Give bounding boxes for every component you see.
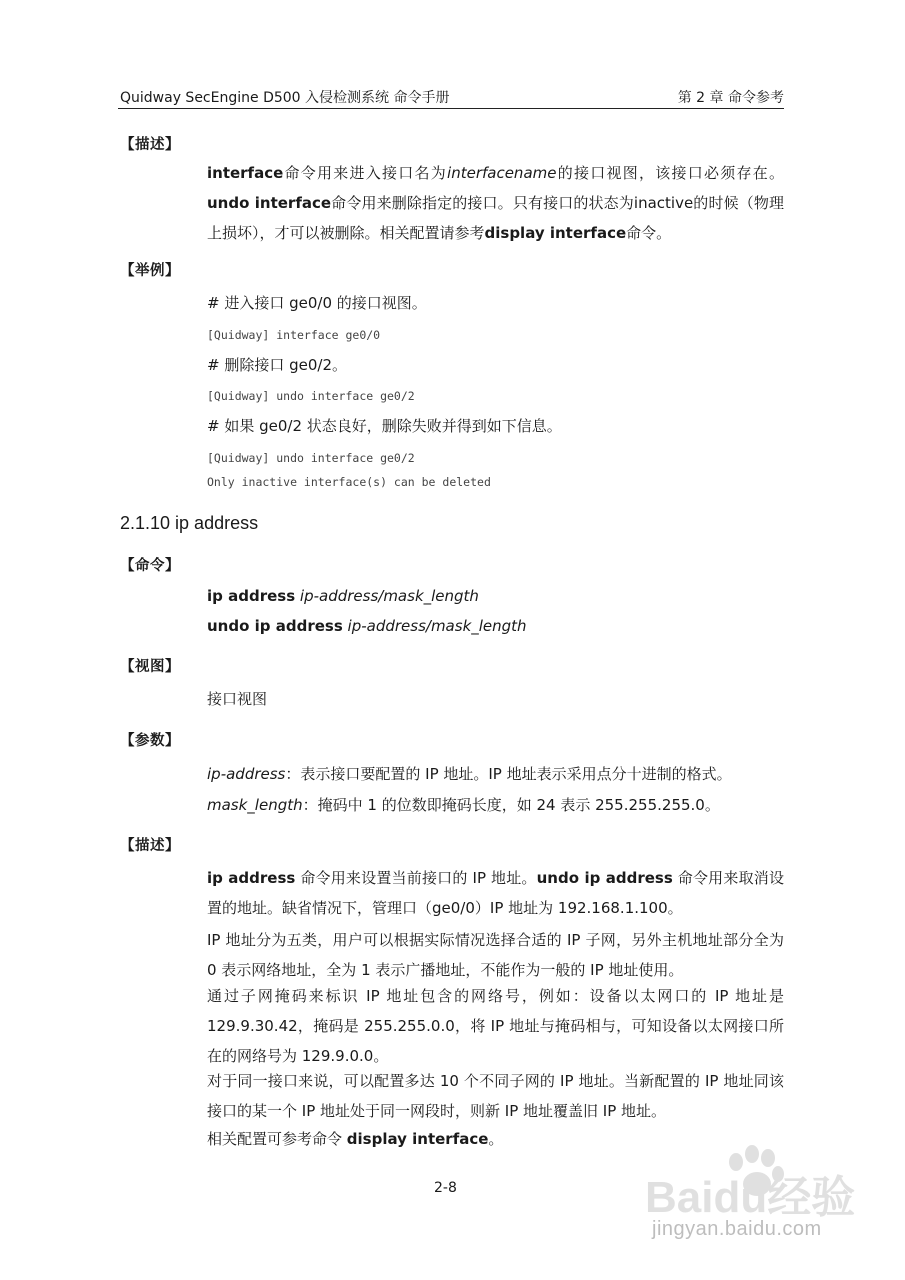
ip-address-description-3: 通过子网掩码来标识 IP 地址包含的网络号，例如：设备以太网口的 IP 地址是 129.9.30.42，掩码是 255.255.0.0，将 IP 地址与掩码相与，可知设备以太网接口所在的网络号为 129.9.0.0。 (207, 987, 784, 1065)
example-comment-2: # 删除接口 ge0/2。 (207, 356, 347, 374)
parameter-heading: 【参数】 (120, 733, 180, 749)
cmd-ip-address: ip address (207, 587, 296, 605)
ip-address-description-4: 对于同一接口来说，可以配置多达 10 个不同子网的 IP 地址。当新配置的 IP 地址同该接口的某一个 IP 地址处于同一网段时，则新 IP 地址覆盖旧 IP 地址。 (207, 1072, 784, 1120)
desc-text: 相关配置可参考命令 (207, 1130, 347, 1148)
header-chapter: 第 2 章 命令参考 (677, 90, 784, 106)
description-heading: 【描述】 (120, 137, 180, 153)
example-code-2: [Quidway] undo interface ge0/2 (207, 389, 415, 403)
example-comment-1: # 进入接口 ge0/0 的接口视图。 (207, 294, 427, 312)
section-heading: 2.1.10 ip address (120, 513, 259, 533)
cmd-arg: ip-address/mask_length (347, 617, 527, 635)
watermark-url: jingyan.baidu.com (652, 1218, 822, 1240)
cmd-undo-ip-address: undo ip address (536, 869, 673, 887)
page-number: 2-8 (434, 1180, 457, 1196)
example-comment-3: # 如果 ge0/2 状态良好，删除失败并得到如下信息。 (207, 417, 562, 435)
param-name: mask_length (207, 796, 303, 814)
parameter-ip-address (207, 763, 732, 784)
watermark-logo: Baidu经验 (645, 1173, 856, 1222)
param-text: ：掩码中 1 的位数即掩码长度，如 24 表示 255.255.255.0。 (302, 796, 720, 814)
desc-text: 命令用来设置当前接口的 IP 地址。 (295, 869, 537, 887)
cmd-interface: interface (207, 164, 284, 182)
desc-text: 命令用来进入接口名为 (283, 164, 448, 182)
desc-text: 命令。 (626, 224, 672, 242)
cmd-arg: ip-address/mask_length (299, 587, 479, 605)
ip-address-description-5 (207, 1128, 503, 1149)
param-text: ：表示接口要配置的 IP 地址。IP 地址表示采用点分十进制的格式。 (285, 765, 732, 783)
ip-address-description-2: IP 地址分为五类，用户可以根据实际情况选择合适的 IP 子网，另外主机地址部分全为 0 表示网络地址，全为 1 表示广播地址，不能作为一般的 IP 地址使用。 (207, 931, 784, 979)
view-text: 接口视图 (207, 690, 268, 708)
command-syntax-1 (207, 587, 479, 605)
param-interfacename: interfacename (447, 164, 557, 182)
example-code-3b: Only inactive interface(s) can be deleted (207, 475, 491, 489)
ip-address-description-1 (207, 863, 784, 923)
cmd-display-interface: display interface (484, 224, 627, 242)
view-heading: 【视图】 (120, 659, 180, 675)
desc-text: 命令用来删除指定的接口。只有接口的状态为inactive的时候（物理上损坏），才可以被删除。相关配置请参考 (207, 194, 784, 242)
command-syntax-2 (207, 617, 527, 635)
parameter-mask-length (207, 794, 720, 815)
example-heading: 【举例】 (120, 263, 180, 279)
cmd-display-interface: display interface (346, 1130, 489, 1148)
desc-text: 命令用来取消设置的地址。缺省情况下，管理口（ge0/0）IP 地址为 192.168.1.100。 (207, 869, 785, 917)
example-code-3a: [Quidway] undo interface ge0/2 (207, 451, 415, 465)
description-heading-2: 【描述】 (120, 838, 180, 854)
desc-text: 。 (488, 1130, 504, 1148)
cmd-undo-interface: undo interface (207, 194, 332, 212)
interface-description (207, 158, 784, 248)
example-code-1: [Quidway] interface ge0/0 (207, 328, 381, 342)
cmd-undo-ip-address: undo ip address (207, 617, 343, 635)
page-header (118, 86, 784, 109)
param-name: ip-address (207, 765, 286, 783)
header-title: Quidway SecEngine D500 入侵检测系统 命令手册 (120, 90, 450, 106)
cmd-ip-address: ip address (207, 869, 296, 887)
desc-text: 的接口视图，该接口必须存在。 (556, 164, 784, 182)
command-heading: 【命令】 (120, 558, 180, 574)
